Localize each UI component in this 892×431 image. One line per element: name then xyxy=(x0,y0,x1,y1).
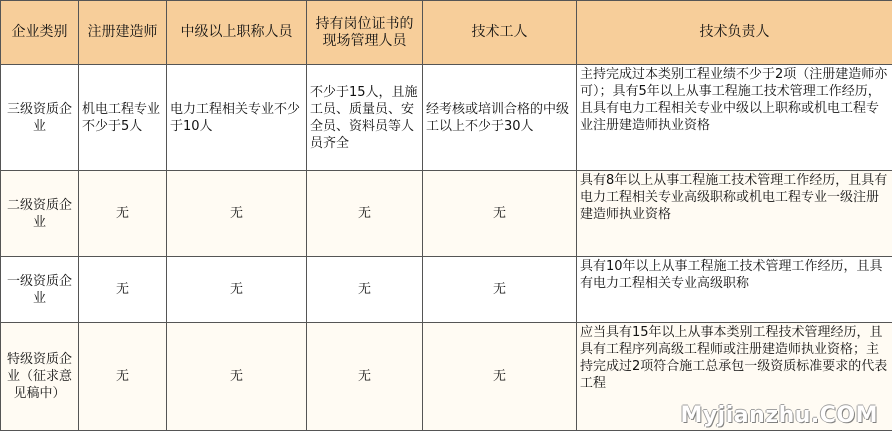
cell-managers: 不少于15人，且施工员、质量员、安全员、资料员等人员齐全 xyxy=(307,65,423,171)
header-technical-workers: 技术工人 xyxy=(423,1,577,65)
table-row xyxy=(1,323,892,431)
cell-category: 特级资质企业（征求意见稿中） xyxy=(1,323,79,431)
header-category: 企业类别 xyxy=(1,1,79,65)
header-technical-lead: 技术负责人 xyxy=(577,1,892,65)
cell-workers: 无 xyxy=(423,257,577,323)
cell-tech-lead: 具有10年以上从事工程施工技术管理工作经历，且具有电力工程相关专业高级职称 xyxy=(577,257,892,323)
cell-category: 二级资质企业 xyxy=(1,171,79,257)
cell-workers: 无 xyxy=(423,323,577,431)
cell-builder: 无 xyxy=(79,257,167,323)
cell-builder: 无 xyxy=(79,323,167,431)
cell-tech-lead: 具有8年以上从事工程施工技术管理工作经历，且具有电力工程相关专业高级职称或机电工程专业一级注册建造师执业资格 xyxy=(577,171,892,257)
cell-builder: 机电工程专业不少于5人 xyxy=(79,65,167,171)
header-mid-title-staff: 中级以上职称人员 xyxy=(167,1,307,65)
table-row xyxy=(1,65,892,171)
cell-builder: 无 xyxy=(79,171,167,257)
header-registered-builder: 注册建造师 xyxy=(79,1,167,65)
site-watermark: Myjianzhu.COM xyxy=(680,403,878,428)
table-row xyxy=(1,257,892,323)
cell-title-staff: 无 xyxy=(167,323,307,431)
cell-category: 一级资质企业 xyxy=(1,257,79,323)
cell-managers: 无 xyxy=(307,257,423,323)
cell-title-staff: 无 xyxy=(167,171,307,257)
table-row xyxy=(1,171,892,257)
cell-category: 三级资质企业 xyxy=(1,65,79,171)
cell-workers: 无 xyxy=(423,171,577,257)
cell-tech-lead: 应当具有15年以上从事本类别工程技术管理经历，且具有工程序列高级工程师或注册建造师执业资格；主持完成过2项符合施工总承包一级资质标准要求的代表工程 xyxy=(577,323,892,431)
cell-workers: 经考核或培训合格的中级工以上不少于30人 xyxy=(423,65,577,171)
header-certified-managers: 持有岗位证书的现场管理人员 xyxy=(307,1,423,65)
cell-managers: 无 xyxy=(307,171,423,257)
header-row xyxy=(1,1,892,65)
cell-tech-lead: 主持完成过本类别工程业绩不少于2项（注册建造师亦可）；具有5年以上从事工程施工技术管理工作经历，且具有电力工程相关专业中级以上职称或机电工程专业注册建造师执业资格 xyxy=(577,65,892,171)
cell-title-staff: 电力工程相关专业不少于10人 xyxy=(167,65,307,171)
cell-title-staff: 无 xyxy=(167,257,307,323)
cell-managers: 无 xyxy=(307,323,423,431)
